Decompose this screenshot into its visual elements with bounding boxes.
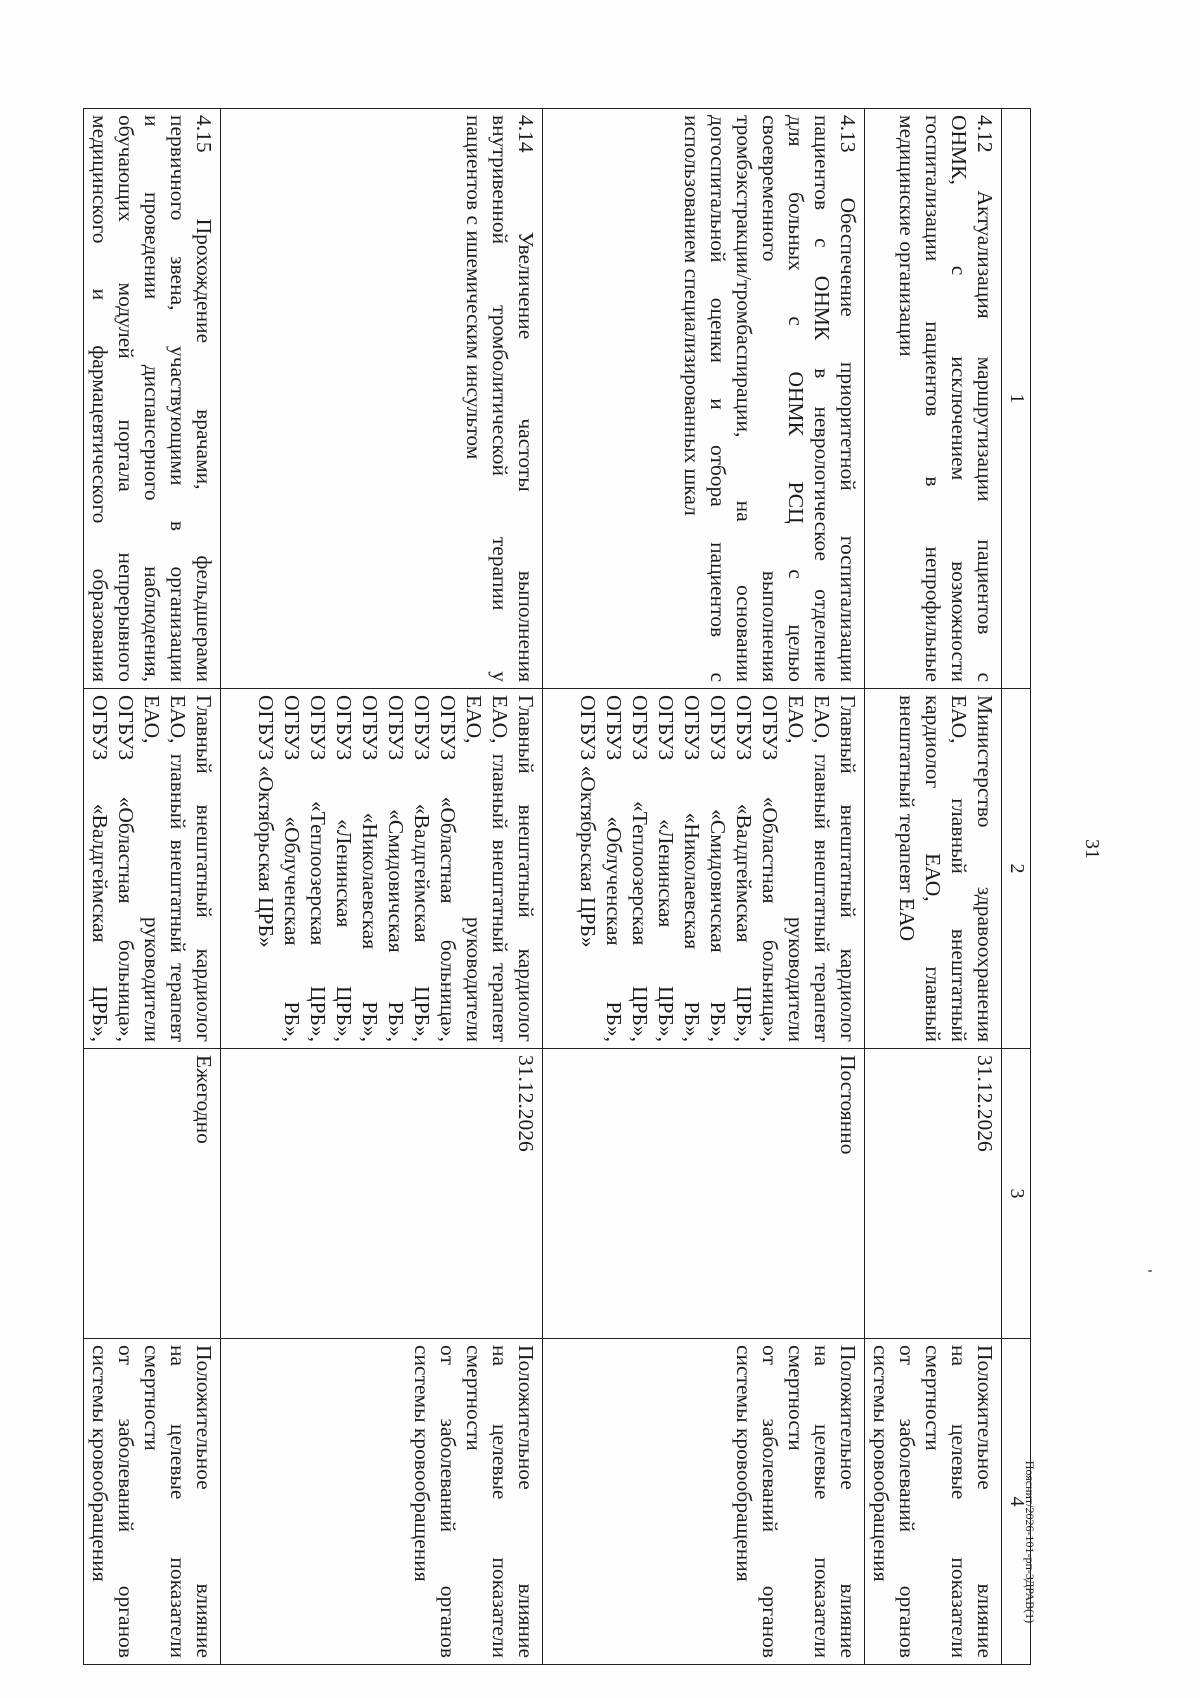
responsible-line: ОГБУЗ «Теплоозерская ЦРБ», xyxy=(306,695,330,1042)
responsible-line: ОГБУЗ «Областная больница», xyxy=(436,695,460,1042)
responsible-line: ЕАО, главный внештатный терапевт xyxy=(810,695,834,1042)
effect-line: системы кровообращения xyxy=(410,1345,434,1582)
effect-line: системы кровообращения xyxy=(88,1345,112,1582)
table-row xyxy=(221,109,543,1665)
responsible-line: ОГБУЗ «Октябрьская ЦРБ» xyxy=(254,695,278,948)
effect-line: Положительное влияние xyxy=(836,1345,860,1658)
effect-cell xyxy=(865,1339,1002,1665)
responsible-line: Главный внештатный кардиолог xyxy=(514,695,538,1042)
measure-line: тромбэкстракции/тромбаспирации, на основании xyxy=(732,115,756,682)
header-col-1: 1 xyxy=(1002,109,1031,689)
effect-cell xyxy=(84,1339,221,1665)
effect-line: от заболеваний органов xyxy=(895,1345,919,1658)
measure-cell xyxy=(84,109,221,689)
effect-line: смертности xyxy=(462,1345,486,1451)
measure-line: внутривенной тромболитической терапии у xyxy=(488,115,512,682)
measures-table xyxy=(83,108,1031,1665)
responsible-line: ОГБУЗ «Областная больница», xyxy=(114,695,138,1042)
responsible-cell xyxy=(865,689,1002,1049)
responsible-line: Главный внештатный кардиолог xyxy=(836,695,860,1042)
effect-line: смертности xyxy=(921,1345,945,1451)
measure-cell xyxy=(865,109,1002,689)
measure-line: медицинского и фармацевтического образования xyxy=(88,115,112,682)
effect-line: системы кровообращения xyxy=(732,1345,756,1582)
effect-line: смертности xyxy=(784,1345,808,1451)
responsible-line: ОГБУЗ «Николаевская РБ», xyxy=(680,695,704,1042)
effect-line: на целевые показатели xyxy=(488,1345,512,1658)
table-row xyxy=(865,109,1002,1665)
deadline-cell: 31.12.2026 xyxy=(221,1049,543,1339)
responsible-line: ОГБУЗ «Облученская РБ», xyxy=(280,695,304,1042)
deadline-cell: 31.12.2026 xyxy=(865,1049,1002,1339)
responsible-cell xyxy=(543,689,865,1049)
responsible-line: ЕАО, руководители xyxy=(462,695,486,1042)
measure-line: ОНМК, с исключением возможности xyxy=(947,115,971,682)
effect-line: на целевые показатели xyxy=(947,1345,971,1658)
responsible-line: ОГБУЗ «Ленинская ЦРБ», xyxy=(332,695,356,1042)
measure-line: пациентов с ОНМК в неврологическое отделение xyxy=(810,115,834,682)
effect-cell xyxy=(221,1339,543,1665)
effect-line: от заболеваний органов xyxy=(114,1345,138,1658)
responsible-line: ЕАО, главный внештатный терапевт xyxy=(488,695,512,1042)
measure-line: 4.15 Прохождение врачами, фельдшерами xyxy=(192,115,216,682)
measure-line: использованием специализированных шкал xyxy=(680,115,704,516)
measure-cell xyxy=(221,109,543,689)
responsible-line: ОГБУЗ «Смидовичская РБ», xyxy=(706,695,730,1042)
table-row xyxy=(543,109,865,1665)
responsible-line: ЕАО, руководители xyxy=(784,695,808,1042)
responsible-line: ОГБУЗ «Теплоозерская ЦРБ», xyxy=(628,695,652,1042)
responsible-line: ОГБУЗ «Валдгеймская ЦРБ», xyxy=(410,695,434,1042)
measure-line: 4.12 Актуализация маршрутизации пациентов с xyxy=(973,115,997,682)
deadline-cell: Постоянно xyxy=(543,1049,865,1339)
responsible-line: ОГБУЗ «Ленинская ЦРБ», xyxy=(654,695,678,1042)
responsible-line: ЕАО, руководители xyxy=(140,695,164,1042)
measure-line: первичного звена, участвующими в организации xyxy=(166,115,190,682)
measure-line: обучающих модулей портала непрерывного xyxy=(114,115,138,682)
responsible-line: ОГБУЗ «Октябрьская ЦРБ» xyxy=(576,695,600,948)
effect-line: Положительное влияние xyxy=(514,1345,538,1658)
effect-line: от заболеваний органов xyxy=(436,1345,460,1658)
effect-line: на целевые показатели xyxy=(810,1345,834,1658)
effect-line: на целевые показатели xyxy=(166,1345,190,1658)
effect-line: Положительное влияние xyxy=(973,1345,997,1658)
effect-line: Положительное влияние xyxy=(192,1345,216,1658)
responsible-cell xyxy=(84,689,221,1049)
responsible-line: Главный внештатный кардиолог xyxy=(192,695,216,1042)
responsible-line: ОГБУЗ «Валдгеймская ЦРБ», xyxy=(88,695,112,1042)
measure-line: 4.13 Обеспечение приоритетной госпитализации xyxy=(836,115,860,682)
responsible-line: ЕАО, главный внештатный терапевт xyxy=(166,695,190,1042)
header-col-3: 3 xyxy=(1002,1049,1031,1339)
responsible-line: ОГБУЗ «Областная больница», xyxy=(758,695,782,1042)
page-number: 31 xyxy=(1081,839,1103,859)
measure-line: медицинские организации xyxy=(895,115,919,357)
measure-line: госпитализации пациентов в непрофильные xyxy=(921,115,945,682)
measure-line: и проведении диспансерного наблюдения, xyxy=(140,115,164,682)
measure-line: пациентов с ишемическим инсультом xyxy=(462,115,486,460)
responsible-line: Министерство здравоохранения xyxy=(973,695,997,1042)
measure-line: своевременного выполнения xyxy=(758,115,782,682)
table-row xyxy=(84,109,221,1665)
responsible-line: внештатный терапевт ЕАО xyxy=(895,695,919,942)
deadline-cell: Ежегодно xyxy=(84,1049,221,1339)
responsible-line: ЕАО, главный внештатный xyxy=(947,695,971,1042)
header-col-2: 2 xyxy=(1002,689,1031,1049)
responsible-line: ОГБУЗ «Николаевская РБ», xyxy=(358,695,382,1042)
effect-cell xyxy=(543,1339,865,1665)
header-col-4: 4 xyxy=(1002,1339,1031,1665)
responsible-line: ОГБУЗ «Валдгеймская ЦРБ», xyxy=(732,695,756,1042)
responsible-cell xyxy=(221,689,543,1049)
responsible-line: ОГБУЗ «Смидовичская РБ», xyxy=(384,695,408,1042)
responsible-line: ОГБУЗ «Облученская РБ», xyxy=(602,695,626,1042)
effect-line: смертности xyxy=(140,1345,164,1451)
rotated-table-container xyxy=(88,108,1031,1664)
measure-cell xyxy=(543,109,865,689)
effect-line: системы кровообращения xyxy=(869,1345,893,1582)
scan-speck xyxy=(1148,1270,1152,1272)
measure-line: для больных с ОНМК РСЦ с целью xyxy=(784,115,808,682)
responsible-line: кардиолог ЕАО, главный xyxy=(921,695,945,1042)
footer-document-code: Пояснит/2026-101-рп-ЗДРАВ(1) xyxy=(1023,1460,1037,1624)
measure-line: 4.14 Увеличение частоты выполнения xyxy=(514,115,538,682)
measure-line: догоспитальной оценки и отбора пациентов с xyxy=(706,115,730,682)
effect-line: от заболеваний органов xyxy=(758,1345,782,1658)
